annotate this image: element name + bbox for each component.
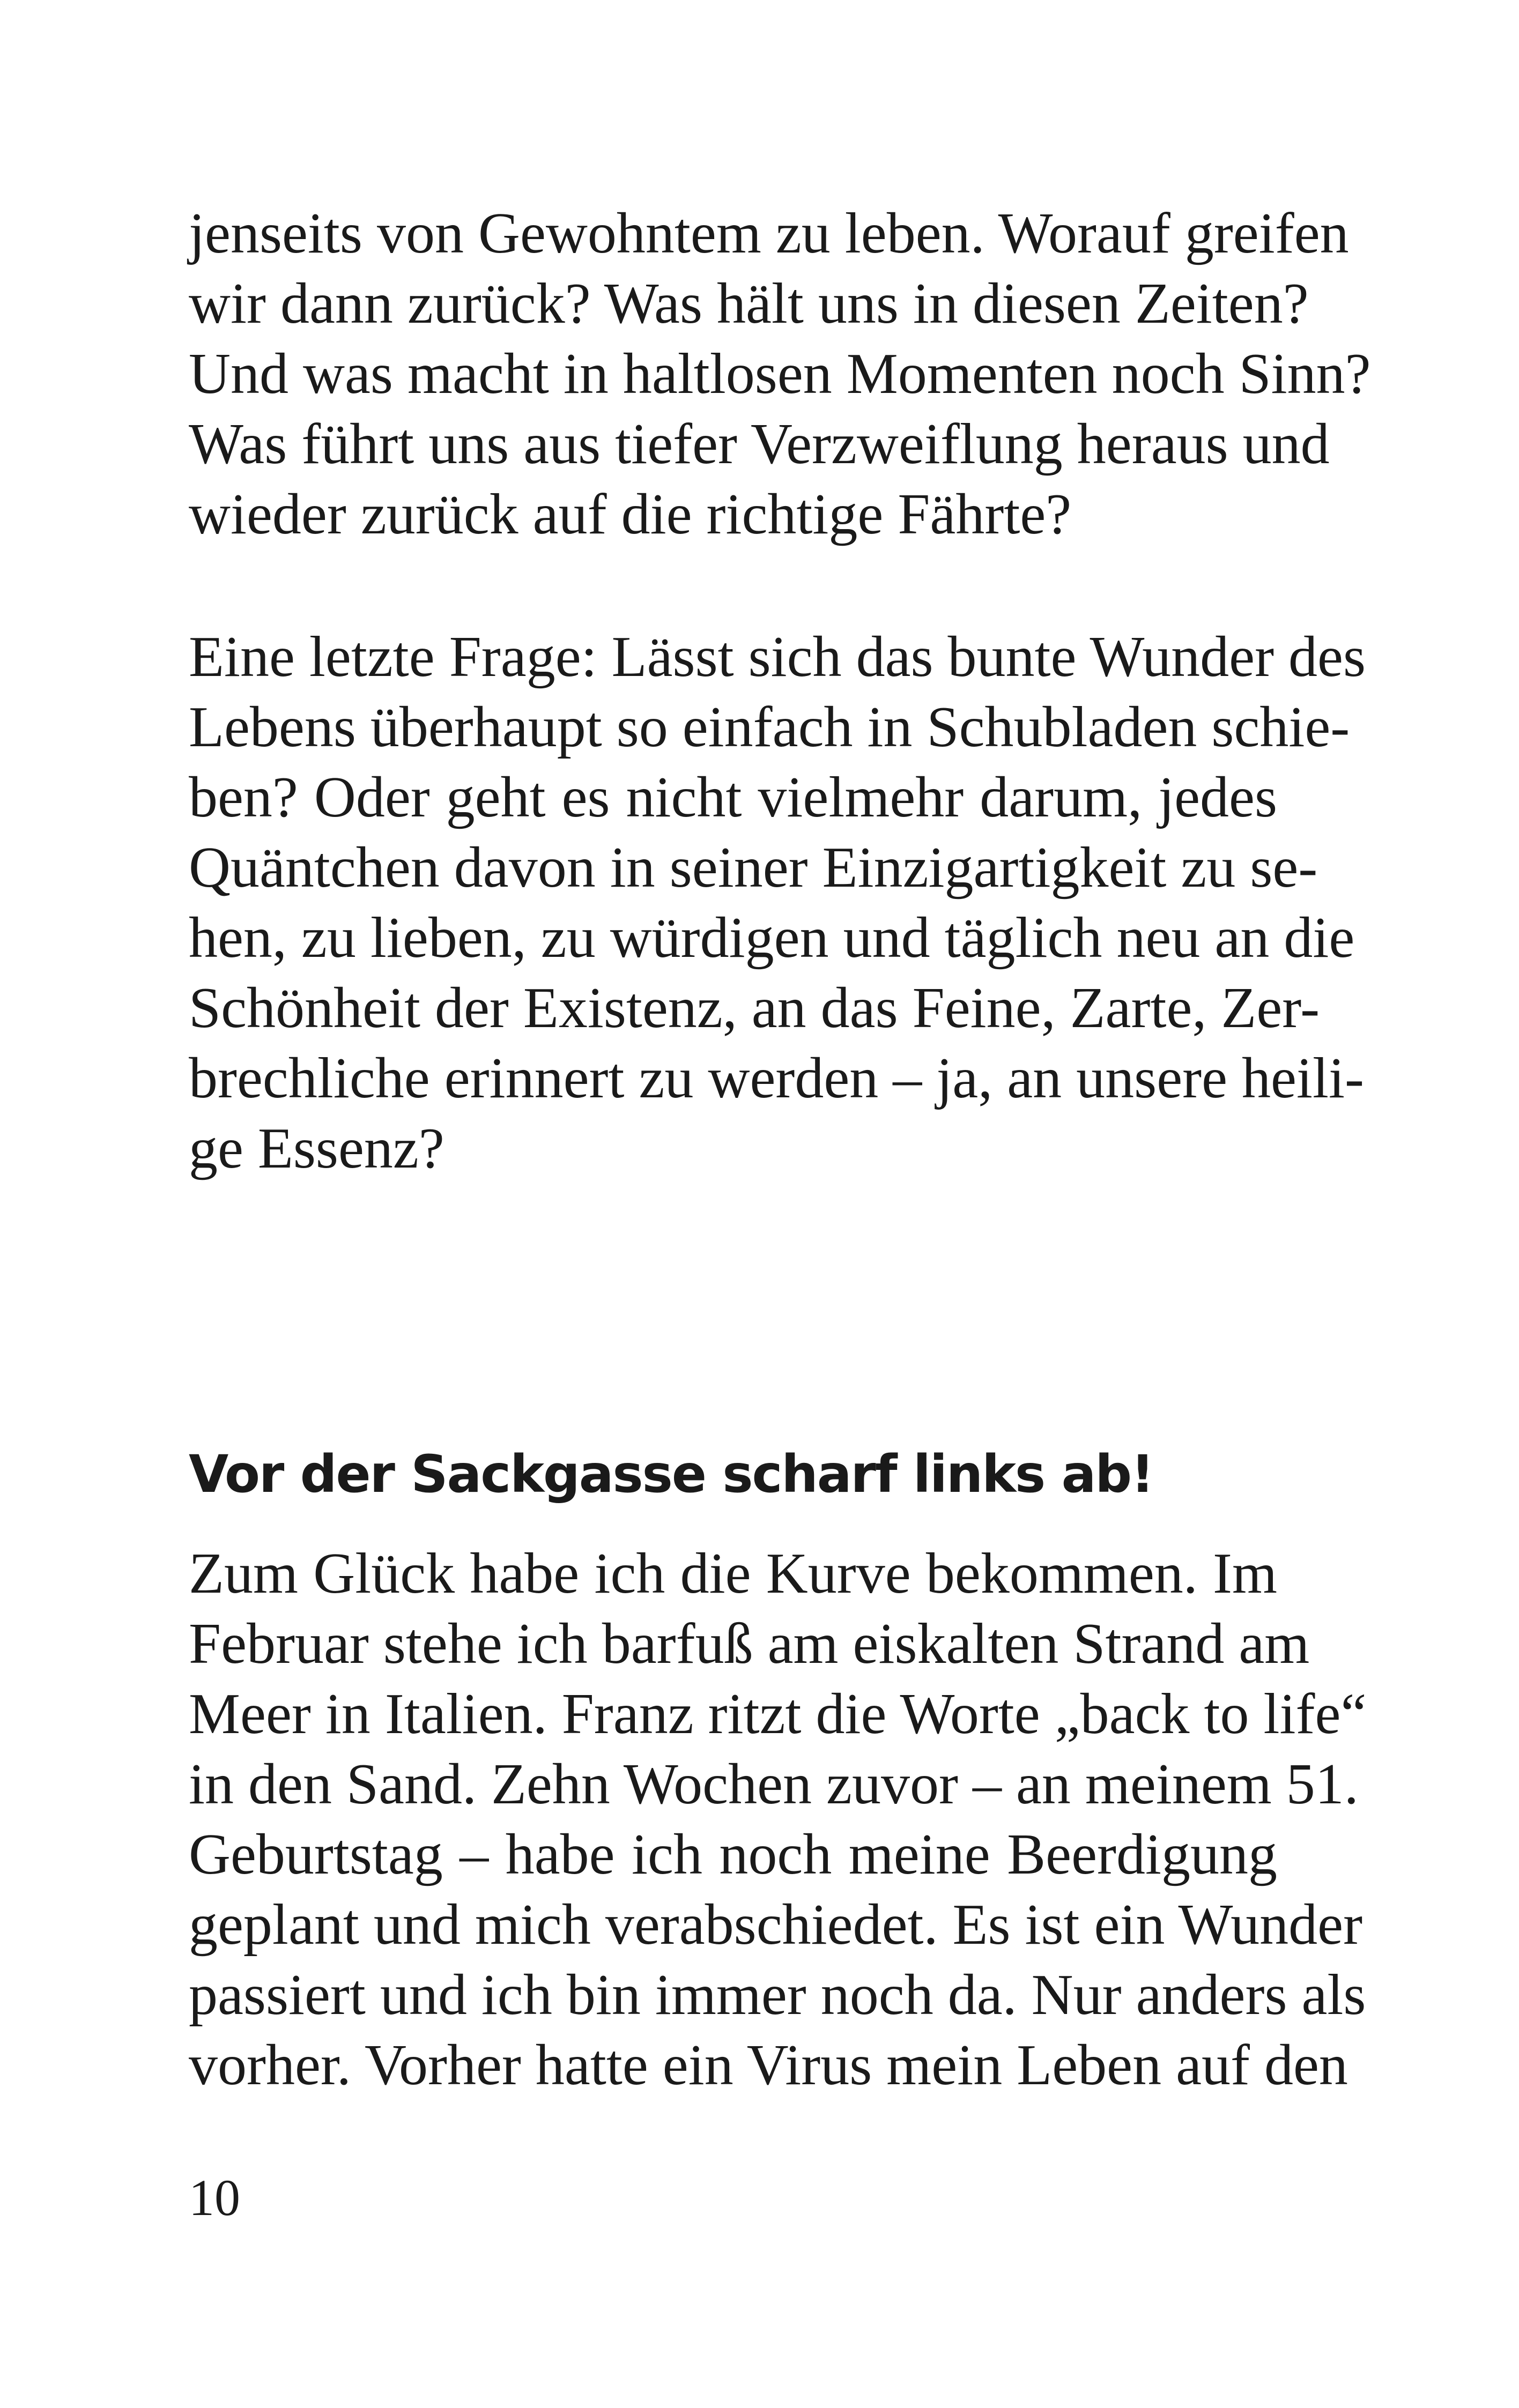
text-line: wir dann zurück? Was hält uns in diesen Zeiten? — [189, 272, 1309, 336]
text-line: Februar stehe ich barfuß am eiskalten Strand am — [189, 1612, 1310, 1676]
text-line: Schönheit der Existenz, an das Feine, Zarte, Zer- — [189, 976, 1320, 1040]
paragraph-3 — [189, 1539, 1367, 2100]
text-line: geplant und mich verabschiedet. Es ist ein Wunder — [189, 1893, 1363, 1957]
text-line: brechliche erinnert zu werden – ja, an unsere heili- — [189, 1046, 1364, 1110]
text-line: jenseits von Gewohntem zu leben. Worauf greifen — [189, 202, 1349, 265]
text-line: Und was macht in haltlosen Momenten noch Sinn? — [189, 342, 1371, 406]
text-line: Zum Glück habe ich die Kurve bekommen. Im — [189, 1542, 1277, 1606]
text-line: Was führt uns aus tiefer Verzweiflung heraus und — [189, 412, 1330, 476]
text-line: passiert und ich bin immer noch da. Nur anders als — [189, 1963, 1366, 2027]
text-line: ge Essenz? — [189, 1117, 444, 1180]
text-line: Geburtstag – habe ich noch meine Beerdigung — [189, 1823, 1277, 1886]
text-line: Eine letzte Frage: Lässt sich das bunte Wunder des — [189, 625, 1366, 689]
text-line: hen, zu lieben, zu würdigen und täglich neu an die — [189, 906, 1355, 970]
text-line: ben? Oder geht es nicht vielmehr darum, jedes — [189, 765, 1277, 829]
text-line: wieder zurück auf die richtige Fährte? — [189, 482, 1072, 546]
text-line: Meer in Italien. Franz ritzt die Worte „back to life“ — [189, 1682, 1367, 1746]
text-line: Lebens überhaupt so einfach in Schubladen schie- — [189, 695, 1350, 759]
text-line: in den Sand. Zehn Wochen zuvor – an meinem 51. — [189, 1752, 1359, 1816]
page-number: 10 — [189, 2169, 240, 2226]
paragraph-2 — [189, 622, 1366, 1184]
paragraph-1 — [189, 198, 1371, 549]
section-heading: Vor der Sackgasse scharf links ab! — [189, 1444, 1153, 1504]
text-line: vorher. Vorher hatte ein Virus mein Leben auf den — [189, 2033, 1348, 2097]
text-line: Quäntchen davon in seiner Einzigartigkeit zu se- — [189, 836, 1318, 900]
